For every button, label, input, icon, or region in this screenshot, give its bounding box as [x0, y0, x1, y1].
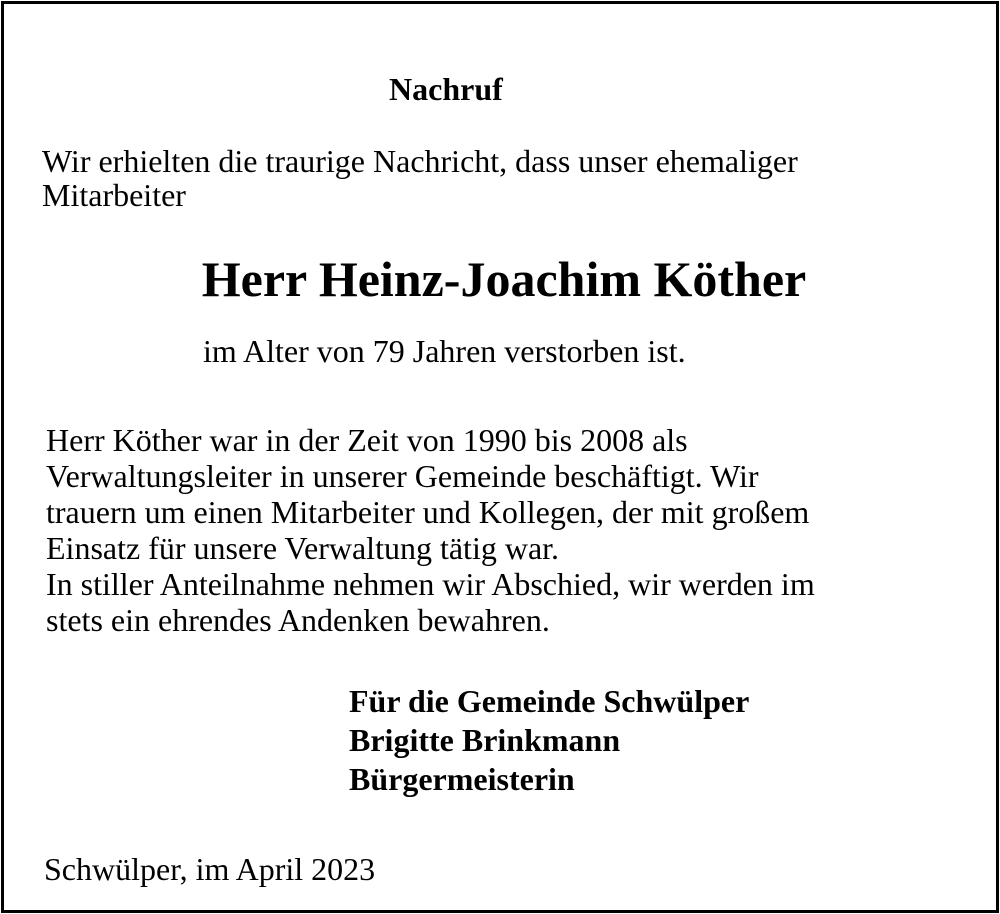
notice-frame [1, 1, 999, 913]
body-text [46, 422, 815, 638]
signature-organization: Für die Gemeinde Schwülper [349, 683, 750, 719]
body-line: Verwaltungsleiter in unserer Gemeinde beschäftigt. Wir [46, 458, 759, 494]
signature-person: Brigitte Brinkmann [349, 722, 621, 758]
deceased-name: Herr Heinz-Joachim Köther [201, 251, 807, 307]
place-date: Schwülper, im April 2023 [44, 851, 376, 887]
signature-block [349, 682, 749, 799]
intro-line: Mitarbeiter [42, 177, 186, 213]
body-line: stets ein ehrendes Andenken bewahren. [46, 602, 550, 638]
notice-heading: Nachruf [389, 71, 503, 107]
intro-text [42, 144, 798, 212]
intro-line: Wir erhielten die traurige Nachricht, dass unser ehemaliger [42, 143, 798, 179]
body-line: Einsatz für unsere Verwaltung tätig war. [46, 530, 560, 566]
body-line: In stiller Anteilnahme nehmen wir Abschied, wir werden im [46, 566, 815, 602]
body-line: trauern um einen Mitarbeiter und Kollegen, der mit großem [46, 494, 810, 530]
body-line: Herr Köther war in der Zeit von 1990 bis 2008 als [46, 422, 688, 458]
age-line: im Alter von 79 Jahren verstorben ist. [203, 333, 686, 369]
signature-role: Bürgermeisterin [349, 761, 575, 797]
